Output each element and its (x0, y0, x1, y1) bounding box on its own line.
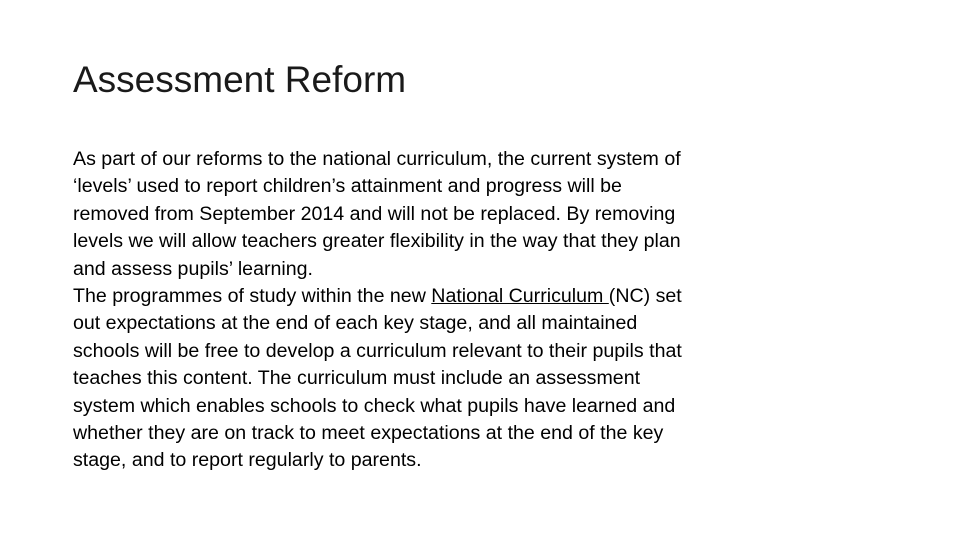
text-line: removed from September 2014 and will not be replaced. By removing (73, 202, 676, 225)
text-fragment: The programmes of study within the new (73, 285, 432, 308)
slide-title: Assessment Reform (73, 59, 407, 100)
text-line: out expectations at the end of each key stage, and all maintained (73, 312, 638, 335)
text-line-with-link (73, 283, 903, 310)
text-line: As part of our reforms to the national curriculum, the current system of (73, 148, 681, 170)
text-line: stage, and to report regularly to parents. (73, 449, 422, 472)
paragraph-programmes-of-study (73, 283, 903, 475)
slide-body (73, 146, 903, 475)
text-line: levels we will allow teachers greater flexibility in the way that they plan (73, 230, 681, 253)
text-line: whether they are on track to meet expectations at the end of the key (73, 422, 664, 445)
text-line: teaches this content. The curriculum must include an assessment (73, 367, 641, 390)
national-curriculum-link[interactable]: National Curriculum (431, 285, 609, 308)
text-line: system which enables schools to check what pupils have learned and (73, 394, 676, 417)
text-line: and assess pupils’ learning. (73, 257, 313, 280)
text-line: schools will be free to develop a curriculum relevant to their pupils that (73, 339, 682, 362)
text-fragment: (NC) set (608, 285, 682, 308)
text-line: ‘levels’ used to report children’s attainment and progress will be (73, 175, 622, 198)
paragraph-levels-removal (73, 146, 903, 283)
